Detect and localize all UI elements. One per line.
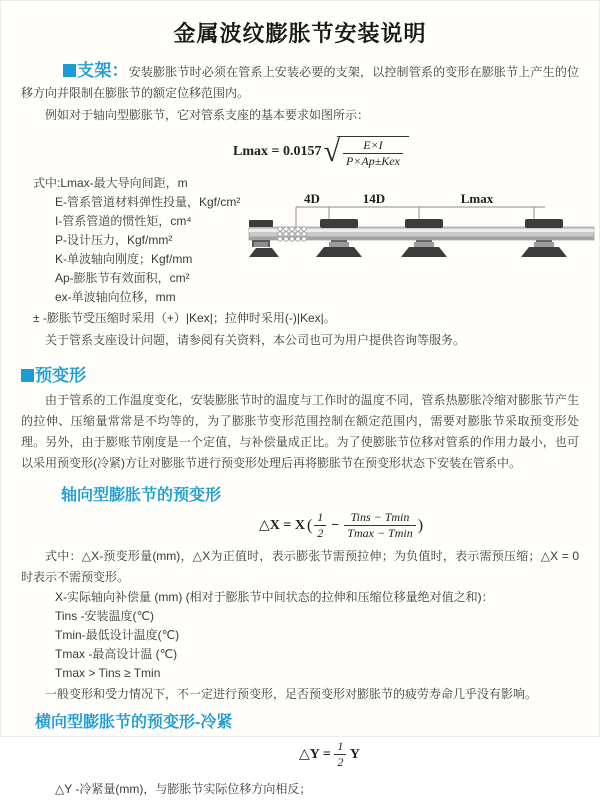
radical-sign <box>323 136 408 168</box>
definition-line: P-设计压力，Kgf/mm² <box>55 233 173 247</box>
note-line: Tmax -最高设计温 (℃) <box>55 647 178 661</box>
support-example-line: 例如对于轴向型膨胀节，它对管系支座的基本要求如图所示： <box>45 108 370 122</box>
right-paren: ) <box>417 516 424 534</box>
definition-line: 式中:Lmax-最大导向间距，m <box>33 176 188 190</box>
definition-line: ± -膨胀节受压缩时采用（+）|Kex|；拉伸时采用(-)|Kex|。 <box>33 311 336 325</box>
definition-line: I-管系管道的惯性矩，cm⁴ <box>55 214 192 228</box>
axial-notes <box>21 546 579 705</box>
definition-line: ex-单波轴向位移，mm <box>55 290 176 304</box>
section-marker-icon <box>63 64 76 77</box>
lmax-formula-lhs: Lmax = 0.0157 <box>233 144 322 159</box>
lateral-numerator: 1 <box>334 740 346 755</box>
definition-line: 关于管系支座设计问题，请参阅有关资料，本公司也可为用户提供咨询等服务。 <box>45 333 466 347</box>
lmax-numerator: E×I <box>343 139 403 154</box>
lateral-formula-rhs: Y <box>349 746 360 762</box>
page-title: 金属波纹膨胀节安装说明 <box>173 21 427 46</box>
axial-formula <box>259 511 579 540</box>
dim-label-lmax: Lmax <box>460 191 494 206</box>
note-line: Tmin-最低设计温度(℃) <box>55 628 180 642</box>
note-line: 一般变形和受力情况下，不一定进行预变形，足否预变形对膨胀节的疲劳寿命几乎没有影响。 <box>45 687 538 701</box>
note-line: X-实际轴向补偿量 (mm) (相对于膨胀节中间状态的拉伸和压缩位移量绝对值之和)： <box>55 590 494 604</box>
lateral-formula-lhs: △Y = <box>299 747 331 762</box>
half-denominator: 2 <box>317 526 324 540</box>
note-line: 式中：△X-预变形量(mm)，△X为正值时，表示膨张节需预拉伸；为负值时，表示需预压缩；△X = 0时表示不需预变形。 <box>21 549 579 584</box>
lateral-denominator: 2 <box>337 755 344 769</box>
minus-operator: − <box>331 517 340 533</box>
sqrt-glyph: √ <box>323 135 340 168</box>
lmax-formula <box>233 136 579 168</box>
lateral-note: △Y -冷紧量(mm)，与膨胀节实际位移方向相反； <box>55 782 312 796</box>
axial-subsection-heading: 轴向型膨胀节的预变形 <box>61 487 222 504</box>
definition-line: Ap-膨胀节有效面积，cm² <box>55 271 190 285</box>
bellows-icon <box>278 227 306 241</box>
section-marker-icon <box>21 369 34 382</box>
support-section-heading <box>63 61 129 80</box>
definition-line: E-管系管道材料弹性投量，Kgf/cm² <box>55 195 241 209</box>
lmax-denominator: P×Ap±Kex <box>345 154 400 168</box>
predeform-heading-label: 预变形 <box>35 366 86 385</box>
lateral-formula <box>299 740 579 769</box>
note-line: Tins -安装温度(℃) <box>55 609 155 623</box>
axial-formula-lhs: △X = X <box>259 518 305 533</box>
left-paren: ( <box>306 516 313 534</box>
dim-label-4d: 4D <box>304 191 320 206</box>
lateral-subsection-heading: 横向型膨胀节的预变形-冷紧 <box>35 714 233 731</box>
dim-label-14d: 14D <box>362 191 386 206</box>
support-intro-text: 安装膨胀节时必须在管系上安装必要的支架，以控制管系的变形在膨胀节上产生的位移方向并限制在膨胀节的额定位移范围内。 <box>21 65 579 100</box>
temp-denominator: Tmax − Tmin <box>347 526 413 540</box>
predeform-paragraph: 由于管系的工作温度变化，安装膨胀节时的温度与工作时的温度不同，管系热膨胀冷缩对膨胀节产生的拉伸、压缩量常常是不均等的，为了膨胀节变形范围控制在额定范围内，需要对膨胀节采取预变形处理。另外，由于膨账节刚度是一个定值，与补偿量成正比。为了使膨胀节位移对管系的作用力最小，也可以采用预变形(冷紧)方让对膨胀节进行预变形处理后再将膨胀节在预变形状态下安装在管系中。 <box>21 393 579 470</box>
pipe-support-diagram <box>249 191 594 263</box>
temp-numerator: Tins − Tmin <box>344 511 415 526</box>
predeform-section-heading <box>21 361 579 386</box>
definition-line: K-单波轴向刚度；Kgf/mm <box>55 252 193 266</box>
note-line: Tmax > Tins ≥ Tmin <box>55 666 161 680</box>
support-heading-label: 支架： <box>77 61 129 80</box>
support-intro-paragraph <box>21 60 579 104</box>
half-numerator: 1 <box>314 511 326 526</box>
